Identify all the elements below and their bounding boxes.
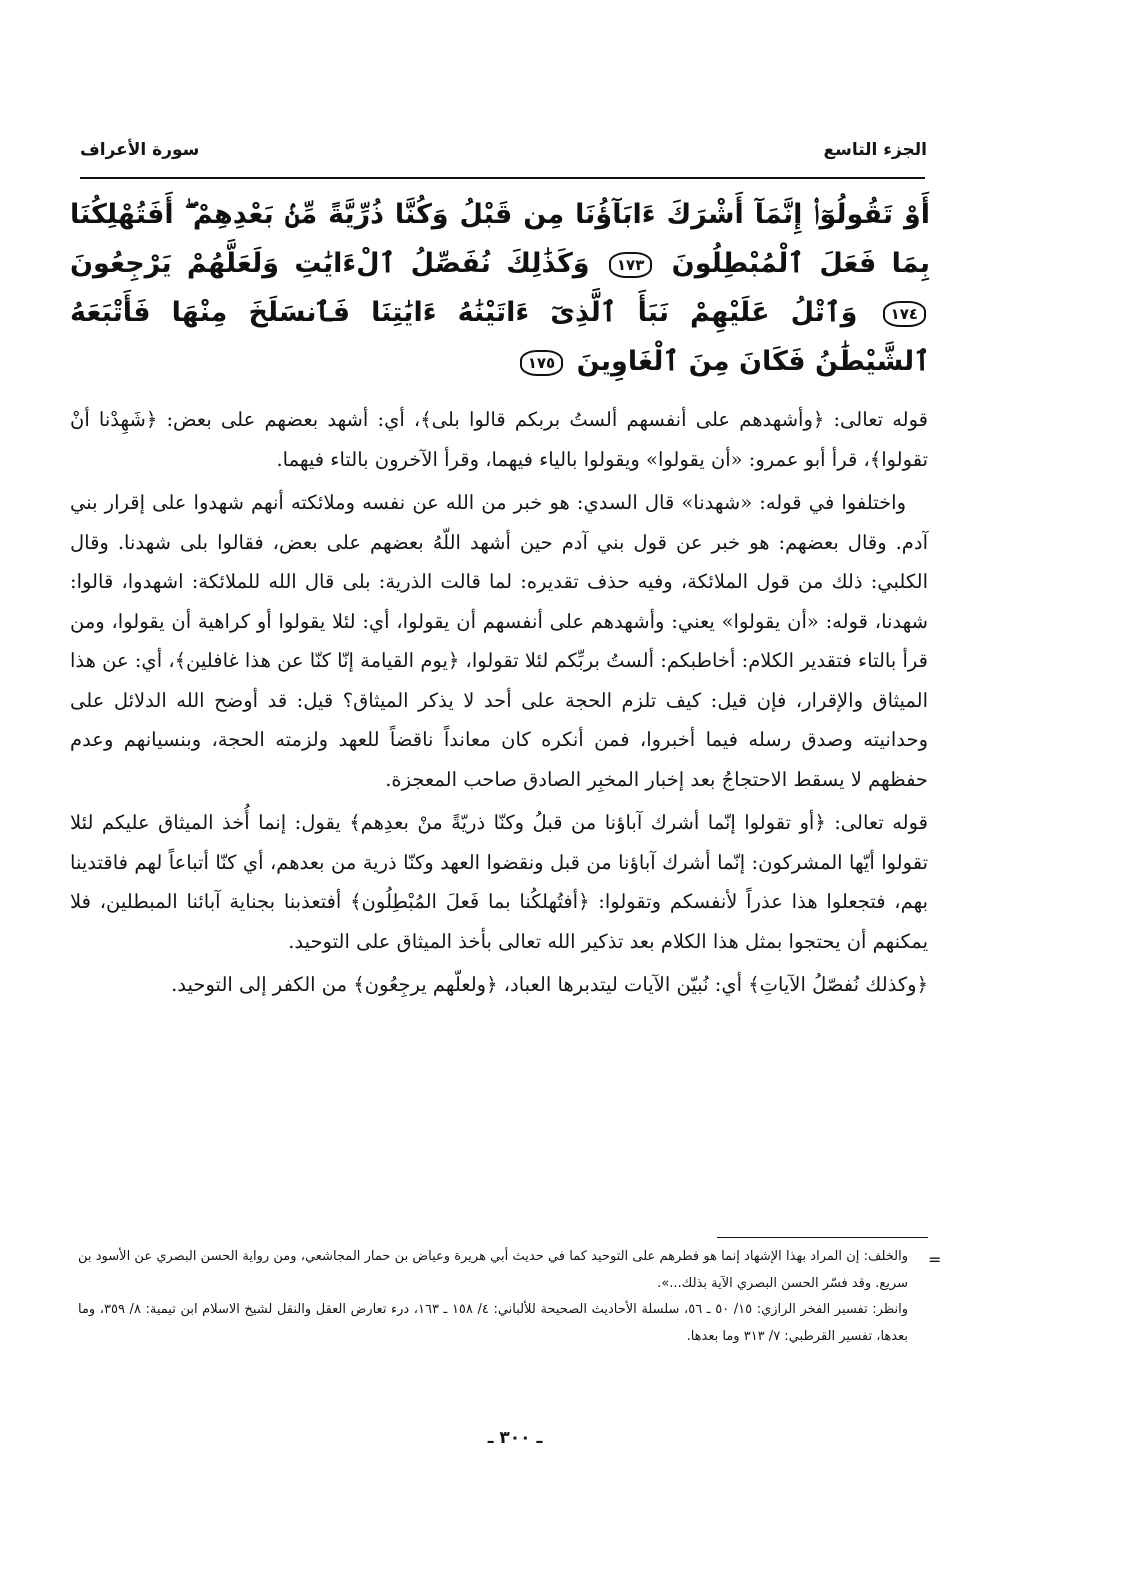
surah-title: سورة الأعراف	[80, 140, 200, 160]
verse-text: أَوْ تَقُولُوٓا۟ إِنَّمَآ أَشْرَكَ ءَابَآؤُنَا مِن قَبْلُ وَكُنَّا ذُرِّيَّةً مِّنۢ بَعْدِهِمْ ۖ أَفَتُهْلِكُنَا بِمَا فَعَلَ ٱلْمُبْطِلُونَ	[70, 199, 931, 279]
commentary-paragraph: قوله تعالى: ﴿وأشهدهم على أنفسهم ألستُ بربكم قالوا بلى﴾، أي: أشهد بعضهم على بعض: ﴿شَهِدْنا أنْ تقولوا﴾، قرأ أبو عمرو: «أن يقولوا» ويقولوا بالياء فيهما، وقرأ الآخرون بالتاء فيهما.	[70, 408, 928, 471]
quran-verses	[70, 190, 930, 390]
part-title: الجزء التاسع	[823, 140, 927, 160]
ayah-number-173: ١٧٣	[609, 252, 652, 278]
commentary-paragraph: ﴿وكذلك نُفصّلُ الآياتِ﴾ أي: نُبيّن الآيات ليتدبرها العباد، ﴿ولعلّهم يرجِعُون﴾ من الكفر إلى التوحيد.	[171, 973, 928, 996]
footnote-line: والخلف: إن المراد بهذا الإشهاد إنما هو فطرهم على التوحيد كما في حديث أبي هريرة وعياض بن حمار المجاشعي، ومن رواية الحسن البصري عن الأسود بن سريع. وقد فسّر الحسن البصري الآية بذلك...».	[78, 1249, 908, 1291]
verse-text: وَٱتْلُ عَلَيْهِمْ نَبَأَ ٱلَّذِىٓ ءَاتَيْنَٰهُ ءَايَٰتِنَا فَٱنسَلَخَ مِنْهَا فَأَتْبَعَهُ ٱلشَّيْطَٰنُ فَكَانَ مِنَ ٱلْغَاوِينَ	[70, 297, 930, 377]
ayah-number-174: ١٧٤	[883, 301, 926, 327]
footnote-continuation-marker: =	[928, 1250, 942, 1269]
header-divider	[80, 177, 925, 179]
running-header	[80, 132, 927, 168]
commentary-paragraph: قوله تعالى: ﴿أو تقولوا إنّما أشرك آباؤنا من قبلُ وكنّا ذريّةً منْ بعدِهم﴾ يقول: إنما أُخذ الميثاق عليكم لئلا تقولوا أيّها المشركون: إنّما أشرك آباؤنا من قبل ونقضوا العهد وكنّا ذرية من بعدهم، أي كنّا أتباعاً لهم فاقتدينا بهم، فتجعلوا هذا عذراً لأنفسكم وتقولوا: ﴿أفتُهلكُنا بما فَعلَ المُبْطِلُون﴾ أفتعذبنا بجناية آبائنا المبطلين، فلا يمكنهم أن يحتجوا بمثل هذا الكلام بعد تذكير الله تعالى بأخذ الميثاق على التوحيد.	[70, 811, 928, 953]
footnote-divider	[717, 1237, 928, 1238]
commentary-paragraph: واختلفوا في قوله: «شهدنا» قال السدي: هو خبر من الله عن نفسه وملائكته أنهم شهدوا على إقرار بني آدم. وقال بعضهم: هو خبر عن قول بني آدم حين أشهد اللّهُ بعضهم على بعض، فقالوا بلى شهدنا. وقال الكلبي: ذلك من قول الملائكة، وفيه حذف تقديره: لما قالت الذرية: بلى قال الله للملائكة: اشهدوا، قالوا: شهدنا، قوله: «أن يقولوا» يعني: وأشهدهم على أنفسهم أن يقولوا، أي: لئلا يقولوا أو كراهية أن يقولوا، ومن قرأ بالتاء فتقدير الكلام: أخاطبكم: ألستُ بربِّكم لئلا تقولوا، ﴿يوم القيامة إنّا كنّا عن هذا غافلين﴾، أي: عن هذا الميثاق والإقرار، فإن قيل: كيف تلزم الحجة على أحد لا يذكر الميثاق؟ قيل: قد أوضح الله الدلائل على وحدانيته وصدق رسله فيما أخبروا، فمن أنكره كان معانداً ناقضاً للعهد ولزمته الحجة، وبنسيانهم وعدم حفظهم لا يسقط الاحتجاجُ بعد إخبار المخبِر الصادق صاحب المعجزة.	[70, 491, 928, 791]
ayah-number-175: ١٧٥	[520, 350, 563, 376]
page-number: ـ ٣٠٠ ـ	[487, 1428, 543, 1448]
commentary-body	[70, 400, 928, 1009]
verse-text: وَكَذَٰلِكَ نُفَصِّلُ ٱلْءَايَٰتِ وَلَعَلَّهُمْ يَرْجِعُونَ	[70, 248, 590, 279]
footnote-line: وانظر: تفسير الفخر الرازي: ١٥/ ٥٠ ـ ٥٦، سلسلة الأحاديث الصحيحة للألباني: ٤/ ١٥٨ ـ ١٦٣، درء تعارض العقل والنقل لشيخ الاسلام ابن تيمية: ٨/ ٣٥٩، وما بعدها، تفسير القرطبي: ٧/ ٣١٣ وما بعدها.	[78, 1302, 909, 1344]
footnotes	[78, 1244, 908, 1350]
